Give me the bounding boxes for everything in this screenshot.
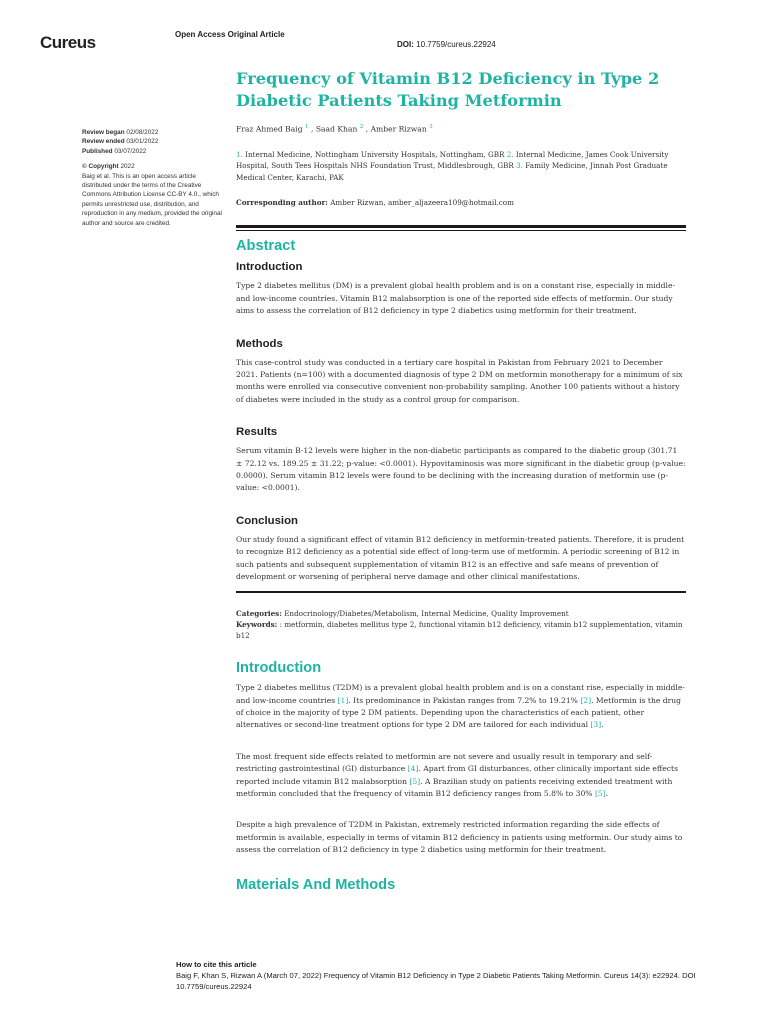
corresponding-contact[interactable]: Amber Rizwan, amber_aljazeera109@hotmail.com	[330, 198, 514, 208]
copyright-year: 2022	[120, 163, 135, 171]
introduction-heading: Introduction	[236, 660, 322, 677]
article-title: Frequency of Vitamin B12 Deficiency in Type 2 Diabetic Patients Taking Metformin	[236, 69, 660, 110]
journal-logo: Cureus	[40, 33, 96, 52]
affil-text: Family Medicine, Jinnah Post Graduate Medical Center, Karachi, PAK	[236, 161, 668, 182]
citation-link[interactable]: [2]	[580, 695, 592, 705]
author-affil-sup[interactable]: 2	[359, 124, 364, 130]
citation-link[interactable]: [3]	[590, 720, 602, 730]
abstract-bottom-rule	[236, 591, 686, 593]
author-name[interactable]: Amber Rizwan	[370, 124, 427, 134]
article-type-label: Open Access Original Article	[175, 30, 285, 39]
keywords-label: Keywords:	[236, 620, 278, 629]
author-separator: ,	[363, 124, 371, 134]
abstract-top-rule	[236, 225, 686, 231]
text-run: . Apart from GI disturbances, other clinically important side effects reported include vitamin B12 malabsorption	[236, 764, 678, 786]
affil-text: Internal Medicine, Nottingham University Hospitals, Nottingham, GBR	[242, 149, 507, 159]
abstract-methods-text: This case-control study was conducted in a tertiary care hospital in Pakistan from February 2021 to December 2021. Patients (n=100) with a documented diagnosis of type 2 DM on metformin monotherapy for a minimum of six months were enrolled via consecutive convenient non-probability sampling. Another 100 patients without a history of diabetes were included in the study as a control group for comparison.	[236, 357, 683, 404]
intro-paragraph-1	[236, 682, 686, 732]
materials-methods-heading: Materials And Methods	[236, 876, 396, 893]
citation-link[interactable]: [1]	[337, 695, 349, 705]
abstract-results-text: Serum vitamin B-12 levels were higher in the non-diabetic participants as compared to the diabetic group (301.71 ± 72.12 vs. 189.25 ± 31.22; p-value: <0.0001). Hypovitaminosis was more significant in the diabetic group (p-value: 0.0000). Serum vitamin B12 levels were found to be declining with the increasing duration of metformin use (p-value: <0.0001).	[236, 446, 686, 493]
affil-number: 1.	[236, 149, 243, 159]
review-ended	[82, 137, 222, 146]
text-run: . Its predominance in Pakistan ranges from 7.2% to 19.21%	[348, 695, 581, 705]
author-name[interactable]: Fraz Ahmed Baig	[236, 124, 303, 134]
categories-line	[236, 609, 686, 620]
categories-value[interactable]: Endocrinology/Diabetes/Metabolism, Internal Medicine, Quality Improvement	[284, 609, 569, 619]
review-ended-label: Review ended	[82, 138, 125, 146]
citation-link[interactable]: [5]	[594, 789, 606, 799]
keywords-line	[236, 620, 686, 641]
cite-text: Baig F, Khan S, Rizwan A (March 07, 2022) Frequency of Vitamin B12 Deficiency in Type 2 Diabetic Patients Taking Metformin. Cureus 14(3): e22924. DOI 10.7759/cureus.22924	[176, 970, 696, 991]
text-run: .	[601, 720, 604, 730]
corresponding-author	[236, 198, 686, 208]
doi-line	[397, 40, 496, 49]
abstract-intro-heading: Introduction	[236, 261, 303, 274]
intro-paragraph-2	[236, 751, 686, 801]
license-text: Baig et al. This is an open access article distributed under the terms of the Creative Commons Attribution License CC-BY 4.0., which permits unrestricted use, distribution, and reproduction in any medium, provided the original author and source are credited.	[82, 172, 222, 227]
text-run: Type 2 diabetes mellitus (T2DM) is a prevalent global health problem and is on a constant rise, especially in middle- and low-income countries	[236, 683, 685, 705]
text-run: . Metformin is the drug of choice in the majority of type 2 DM patients. Depending upon the characteristics of each patient, other alternatives or second-line treatment options for type 2 DM are tailored for each individual	[236, 695, 682, 730]
published-label: Published	[82, 147, 113, 155]
author-list	[236, 122, 686, 135]
author-separator: ,	[308, 124, 316, 134]
review-ended-date: 03/01/2022	[126, 138, 159, 146]
review-sidebar	[82, 128, 222, 228]
author-affil-sup[interactable]: 1	[305, 124, 309, 130]
affil-text: Internal Medicine, James Cook University Hospital, South Tees Hospitals NHS Foundation Trust, Middlesbrough, GBR	[236, 149, 669, 171]
author-affil-sup[interactable]: 3	[429, 124, 433, 130]
citation-link[interactable]: [4]	[407, 764, 419, 774]
published-date: 03/07/2022	[114, 147, 147, 155]
keywords-value: : metformin, diabetes mellitus type 2, functional vitamin b12 deficiency, vitamin b12 supplementation, vitamin b12	[236, 620, 683, 640]
doi-link[interactable]: 10.7759/cureus.22924	[416, 40, 496, 49]
copyright-label: © Copyright	[82, 163, 119, 171]
categories-label: Categories:	[236, 609, 282, 619]
article-meta	[236, 609, 686, 641]
corresponding-label: Corresponding author:	[236, 198, 328, 208]
how-to-cite	[176, 960, 716, 992]
abstract-conclusion-text: Our study found a significant effect of vitamin B12 deficiency in metformin-treated patients. Therefore, it is prudent to recognize B12 deficiency as a potential side effect of long-term use of metformin. A periodic screening of B12 in such patients and subsequent supplementation of vitamin B12 is an effective and safe means of prevention of development or worsening of peripheral nerve damage and other clinical manifestations.	[236, 534, 685, 581]
article-main	[236, 68, 686, 899]
author-name[interactable]: Saad Khan	[315, 124, 358, 134]
abstract-results-heading: Results	[236, 426, 278, 439]
published	[82, 147, 222, 156]
abstract-methods-heading: Methods	[236, 337, 283, 350]
text-run: .	[605, 789, 609, 799]
cite-heading: How to cite this article	[176, 960, 257, 969]
citation-link[interactable]: [5]	[409, 776, 421, 786]
affil-number: 3.	[516, 161, 523, 171]
abstract-conclusion-heading: Conclusion	[236, 514, 299, 527]
review-began	[82, 128, 222, 137]
abstract-heading: Abstract	[236, 238, 296, 255]
affiliations	[236, 149, 686, 184]
intro-paragraph-3: Despite a high prevalence of T2DM in Pakistan, extremely restricted information regarding the side effects of metformin is available, especially in terms of vitamin B12 deficiency in patients using metformin. Our study aims to assess the correlation of B12 deficiency in type 2 diabetics using metformin for their treatment.	[236, 820, 683, 855]
text-run: The most frequent side effects related to metformin are not severe and usually result in temporary and self-restricting gastrointestinal (GI) disturbance	[236, 751, 653, 774]
abstract-intro-text: Type 2 diabetes mellitus (DM) is a prevalent global health problem and is on a constant rise, especially in middle- and low-income countries. Vitamin B12 malabsorption is one of the reported side effects of metformin. Our study aims to assess the correlation of B12 deficiency in type 2 diabetics using metformin for their treatment.	[236, 281, 676, 316]
review-began-date: 02/08/2022	[126, 129, 159, 136]
text-run: . A Brazilian study on patients receiving extended treatment with metformin concluded that the frequency of vitamin B12 deficiency ranges from 5.8% to 30%	[236, 776, 673, 799]
review-began-label: Review began	[82, 129, 125, 136]
copyright	[82, 162, 222, 171]
doi-label: DOI:	[397, 40, 414, 49]
affil-number: 2.	[506, 149, 514, 159]
